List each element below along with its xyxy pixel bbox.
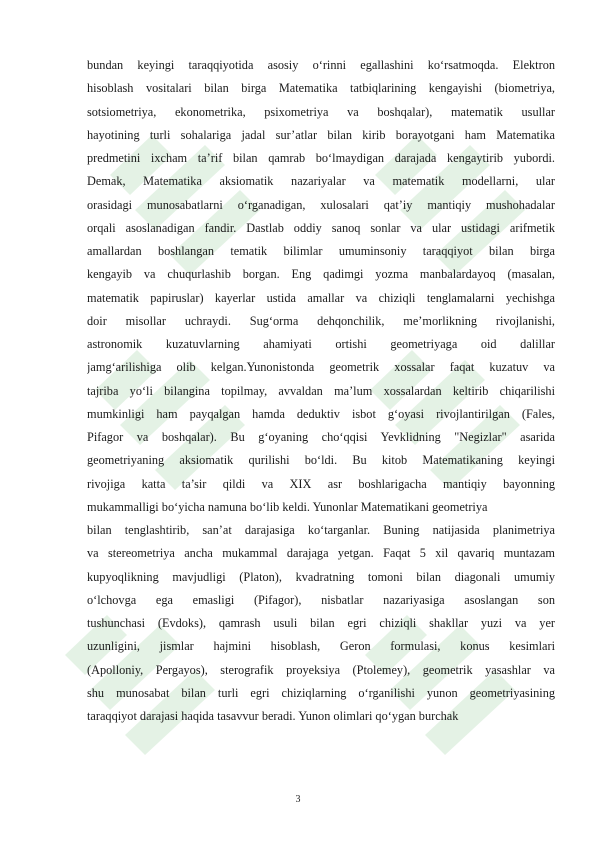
text-line: kengayib va chuqurlashib borgan. Eng qadimgi yozma manbalardayoq (masalan, xyxy=(87,267,555,282)
text-line: rivojiga katta ta’sir qildi va XIX asr boshlarigacha mantiqiy bayonning xyxy=(87,476,555,491)
text-line: jamg‘arilishiga olib kelgan.Yunonistonda geometrik xossalar faqat kuzatuv va xyxy=(87,360,555,375)
text-line: hisoblash vositalari bilan birga Matematika tatbiqlarining kengayishi (biometriya, xyxy=(87,81,555,96)
text-line: sotsiometriya, ekonometrika, psixometriya va boshqalar), matematik usullar xyxy=(87,104,555,119)
text-line: mukammalligi bo‘yicha namuna bo‘lib keldi. Yunonlar Matematikani geometriya xyxy=(87,499,488,514)
text-line: va stereometriya ancha mukammal darajaga yetgan. Faqat 5 xil qavariq muntazam xyxy=(87,546,555,561)
text-line: Demak, Matematika aksiomatik nazariyalar va matematik modellarni, ular xyxy=(87,174,555,189)
text-line: kupyoqlikning mavjudligi (Platon), kvadratning tomoni bilan diagonali umumiy xyxy=(87,569,555,584)
text-line: bilan tenglashtirib, san’at darajasiga ko‘targanlar. Buning natijasida planimetriya xyxy=(87,523,555,537)
text-line: astronomik kuzatuvlarning ahamiyati ortishi geometriyaga oid dalillar xyxy=(87,337,555,351)
text-line: hayotining turli sohalariga jadal sur’atlar bilan kirib borayotgani ham Matematika xyxy=(87,127,555,142)
text-line: orasidagi munosabatlarni o‘rganadigan, xulosalari qat’iy mantiqiy mushohadalar xyxy=(87,197,555,212)
text-line: uzunligini, jismlar hajmini hisoblash, Geron formulasi, konus kesimlari xyxy=(87,639,555,654)
text-line: shu munosabat bilan turli egri chiziqlarning o‘rganilishi yunon geometriyasining xyxy=(87,685,555,700)
text-line: amallardan boshlangan tematik bilimlar umuminsoniy taraqqiyot bilan birga xyxy=(87,244,555,258)
text-line: taraqqiyot darajasi haqida tasavvur beradi. Yunon olimlari qo‘ygan burchak xyxy=(87,709,459,723)
text-line: tushunchasi (Evdoks), qamrash usuli bilan egri chiziqli shakllar yuzi va yer xyxy=(87,616,555,630)
text-line: doir misollar uchraydi. Sug‘orma dehqonchilik, me’morlikning rivojlanishi, xyxy=(87,313,555,328)
text-line: o‘lchovga ega emasligi (Pifagor), nisbatlar nazariyasiga asoslangan son xyxy=(87,592,555,607)
text-line: matematik papiruslar) kayerlar ustida amallar va chiziqli tenglamalarni yechishga xyxy=(87,290,555,305)
text-line: tajriba yo‘li bilangina topilmay, avvaldan ma’lum xossalardan keltirib chiqarilishi xyxy=(87,383,555,398)
text-line: (Apolloniy, Pergayos), sterografik proyeksiya (Ptolemey), geometrik yasashlar va xyxy=(87,662,555,677)
body-paragraph xyxy=(87,54,555,728)
text-line: bundan keyingi taraqqiyotida asosiy o‘rinni egallashini ko‘rsatmoqda. Elektron xyxy=(87,58,555,72)
text-line: orqali asoslanadigan fandir. Dastlab oddiy sanoq sonlar va ular ustidagi arifmetik xyxy=(87,220,555,235)
page-number: 3 xyxy=(295,794,301,805)
text-line: predmetini ixcham ta’rif bilan qamrab bo‘lmaydigan darajada kengaytirib yubordi. xyxy=(87,151,555,165)
text-line: Pifagor va boshqalar). Bu g‘oyaning cho‘qqisi Yevklidning "Negizlar" asarida xyxy=(87,430,555,444)
text-line: mumkinligi ham payqalgan hamda deduktiv isbot g‘oyasi rivojlantirilgan (Fales, xyxy=(87,406,555,421)
text-line: geometriyaning aksiomatik qurilishi bo‘ldi. Bu kitob Matematikaning keyingi xyxy=(87,453,555,468)
